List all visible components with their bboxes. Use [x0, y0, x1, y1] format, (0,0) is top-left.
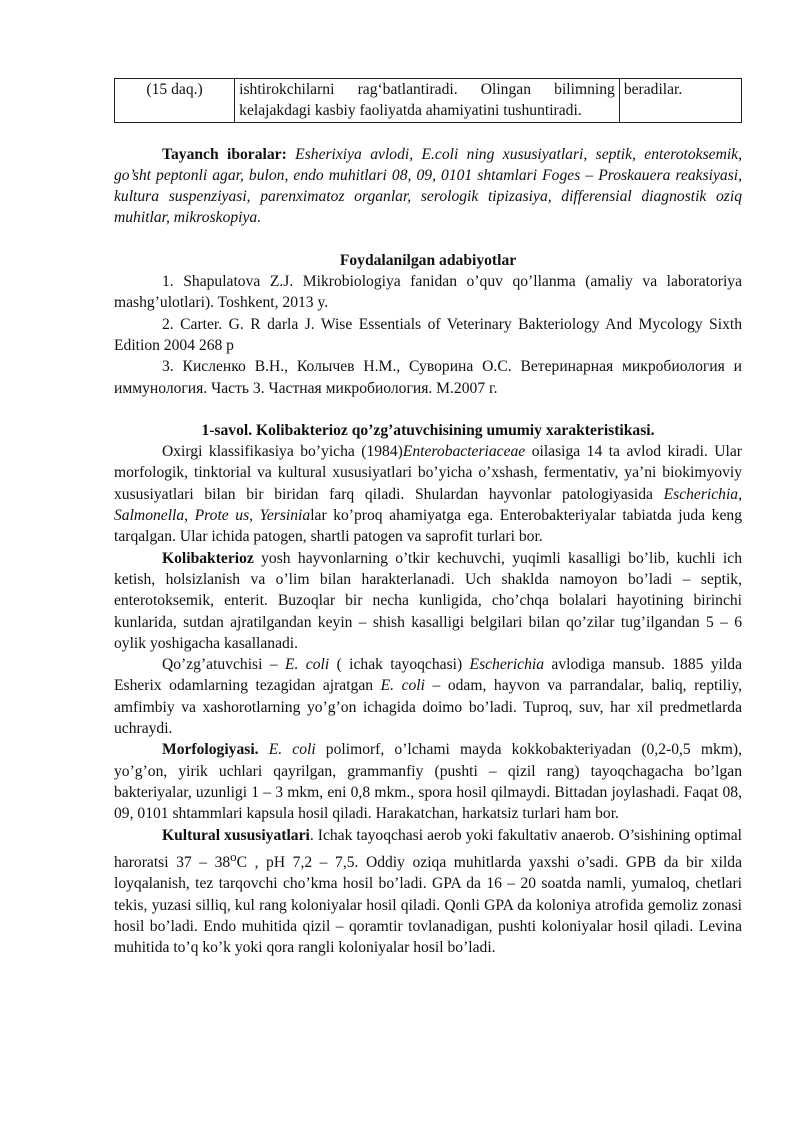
text-run: ( ichak tayoqchasi): [329, 656, 470, 674]
literature-heading-text: Foydalanilgan adabiyotlar: [339, 251, 517, 269]
text-run: – odam, hayvon va parrandalar, baliq, reptiliy, amfimbiy va xashorotlarning yo’g’on ichagida doimo bo’ladi. Tuproq, suv, har xil predmetlarda uchraydi.: [114, 677, 742, 738]
section-title: [114, 420, 742, 441]
bold-run: Kolibakterioz: [162, 549, 254, 567]
text-run: Qo’zg’atuvchisi –: [162, 656, 286, 674]
italic-run: E. coli: [268, 741, 316, 759]
keywords-text: Esherixiya avlodi, E.coli ning xususiyatlari, septik, enterotoksemik, go’sht peptonli agar, bulon, endo muhitlari 08, 09, 0101 shtamlari Foges – Proskauera reaksiyasi, kultura suspenziyasi, parenximatoz organlar, serologik tipizasiya, differensial diagnostik oziq muhitlar, mikroskopiya.: [114, 145, 742, 227]
literature-item: 1. Shapulatova Z.J. Mikrobiologiya fanidan o’quv qo’llanma (amaliy va laboratoriya mashg’ulotlari). Toshkent, 2013 y.: [114, 273, 742, 312]
text-run: avlodiga mansub. 1885 yilda Esherix odamlarning tezagidan ajratgan: [114, 656, 742, 695]
spacer: [114, 123, 742, 144]
literature-item: 2. Carter. G. R darla J. Wise Essentials of Veterinary Bakteriology And Mycology Sixth Edition 2004 268 p: [114, 315, 742, 354]
paragraph-causative-agent: [114, 654, 742, 739]
superscript-run: o: [230, 848, 237, 864]
italic-run: E. coli: [285, 656, 330, 674]
table-cell-activity: ishtirokchilarni rag‘batlantiradi. Olingan bilimning kelajakdagi kasbiy faoliyatda ahamiyatini tushuntiradi.: [235, 79, 620, 123]
table-cell-result: beradilar.: [619, 79, 741, 123]
text-run: oilasiga 14 ta avlod kiradi. Ular morfologik, tinktorial va kultural xususiyatlari bo’yicha o’xshash, fermentativ, ya’ni biokimyoviy xususiyatlari bilan bir biridan farq qiladi. Shulardan hayvonlar patologiyasida: [114, 443, 742, 503]
spacer: [114, 399, 742, 420]
table-cell-duration: (15 daq.): [115, 79, 235, 123]
bold-run: Kultural xususiyatlari: [162, 826, 310, 844]
text-run: lar ko’proq ahamiyatga ega. Enterobakteriyalar tabiatda juda keng tarqalgan. Ular ichida patogen, shartli patogen va saprofit turlari bor.: [114, 507, 742, 546]
document-page: [114, 78, 742, 958]
keywords-label: Tayanch iboralar:: [162, 145, 287, 163]
bold-run: Morfologiyasi.: [162, 741, 259, 759]
italic-run: Enterobacteriaceae: [402, 443, 526, 461]
keywords-paragraph: [114, 144, 742, 229]
paragraph-classification: [114, 441, 742, 547]
table-row: [115, 79, 742, 123]
spacer: [114, 229, 742, 250]
literature-heading: [114, 250, 742, 271]
text-run: yosh hayvonlarning o’tkir kechuvchi, yuqimli kasalligi bo’lib, kuchli ich ketish, holsizlanish va o’lim bilan harakterlanadi. Uch shaklda namoyon bo’ladi – septik, enterotoksemik, enterit. Buzoqlar bir necha kunligida, cho’chqa bolalari hayotining birinchi kunlarida, sutdan ajratilgandan keyin – shish kasalligi belgilari bilan qo’zilar tug’ilgandan 5 – 6 oylik yoshigacha kasallanadi.: [114, 549, 742, 652]
paragraph-cultural-properties: [114, 825, 742, 959]
section-title-text: 1-savol. Kolibakterioz qo’zg’atuvchisining umumiy xarakteristikasi.: [201, 421, 655, 439]
paragraph-kolibakterioz: [114, 548, 742, 654]
literature-item: 3. Кисленко В.Н., Колычев Н.М., Суворина О.С. Ветеринарная микробиология и иммунология. Часть 3. Частная микробиология. М.2007 г.: [114, 358, 742, 397]
text-run: Oxirgi klassifikasiya bo’yicha (1984): [162, 443, 403, 461]
italic-run: Escherichia, Salmonella, Prote us, Yersinia: [114, 485, 742, 525]
text-run: polimorf, o’lchami mayda kokkobakteriyadan (0,2-0,5 mkm), yo’g’on, yirik uchlari qayrilgan, grammanfiy (pushti – qizil rang) tayoqchagacha bo’lgan bakteriyalar, uzunligi 1 – 3 mkm, eni 0,8 mkm., spora hosil qilmaydi. Bittadan joylashadi. Faqat 08, 09, 0101 shtammlari kapsula hosil qiladi. Harakatchan, harkatsiz turlari ham bor.: [114, 741, 742, 823]
paragraph-morphology: [114, 739, 742, 824]
text-run: C , pH 7,2 – 7,5. Oddiy oziqa muhitlarda yaxshi o’sadi. GPB da bir xilda loyqalanish, tez tarqovchi cho’kma hosil bo’ladi. GPA da 16 – 20 soatda namli, yumaloq, chetlari tekis, yuzasi silliq, kul rang koloniyalar hosil qiladi. Qonli GPA da koloniya atrofida gemoliz zonasi hosil bo’ladi. Endo muhitida qizil – qoramtir tovlanadigan, pushti koloniyalar hosil qiladi. Levina muhitida to’q ko’k yoki qora rangli koloniyalar hosil bo’ladi.: [114, 853, 742, 957]
italic-run: Escherichia: [469, 656, 545, 674]
text-run: . Ichak tayoqchasi aerob yoki fakultativ anaerob. O’sishining optimal haroratsi 37 – 38: [114, 826, 743, 871]
italic-run: E. coli: [380, 677, 425, 695]
lesson-plan-table: [114, 78, 742, 123]
